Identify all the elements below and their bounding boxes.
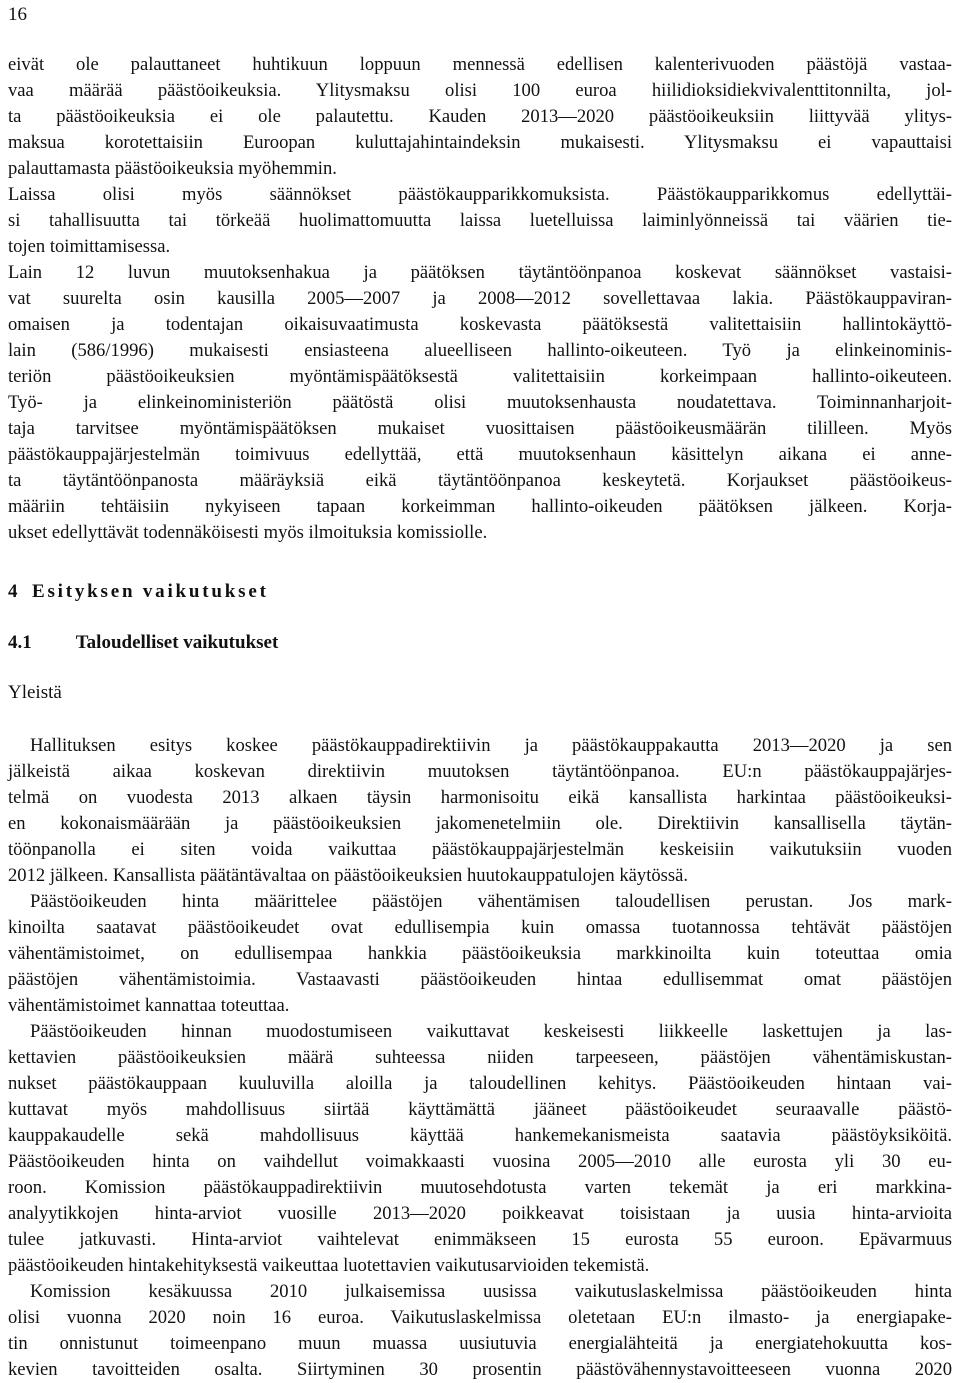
text-line: eivät ole palauttaneet huhtikuun loppuun mennessä edellisen kalenterivuoden päästöjä vastaa- bbox=[8, 54, 952, 75]
text-line: palauttamasta päästöoikeuksia myöhemmin. bbox=[8, 158, 337, 179]
text-line: tin onnistunut toimeenpano muun muassa uusiutuvia energialähteitä ja energiatehokuutta kos- bbox=[8, 1333, 952, 1354]
text-line: Päästöoikeuden hinnan muodostumiseen vaikuttavat keskeisesti liikkeelle laskettujen ja las- bbox=[30, 1021, 952, 1042]
section-heading bbox=[8, 581, 269, 603]
subsection-heading bbox=[8, 632, 278, 654]
subsection-title: Taloudelliset vaikutukset bbox=[75, 632, 279, 653]
text-line: ta päästöoikeuksia ei ole palautettu. Kauden 2013—2020 päästöoikeuksiin liittyvää ylitys- bbox=[8, 106, 952, 127]
page-number: 16 bbox=[8, 4, 27, 25]
text-line: tulee jatkuvasti. Hinta-arviot vaihtelevat enimmäkseen 15 eurosta 55 euroon. Epävarmuus bbox=[8, 1229, 952, 1250]
text-line: analyytikkojen hinta-arviot vuosille 2013—2020 poikkeavat toisistaan ja uusia hinta-arvioita bbox=[8, 1203, 952, 1224]
text-line: ta täytäntöönpanosta määräyksiä eikä täytäntöönpanoa keskeytetä. Korjaukset päästöoikeus- bbox=[8, 470, 952, 491]
text-line: päästöoikeuden hintakehityksestä vaikeuttaa luotettavien vaikutusarvioiden tekemistä. bbox=[8, 1255, 650, 1276]
text-line: Työ- ja elinkeinoministeriön päätöstä olisi muutoksenhausta noudatettava. Toiminnanharjoit- bbox=[8, 392, 952, 413]
subheading: Yleistä bbox=[8, 682, 62, 703]
text-line: en kokonaismäärään ja päästöoikeuksien jakomenetelmiin ole. Direktiivin kansallisella täytän- bbox=[8, 813, 952, 834]
text-line: Komission kesäkuussa 2010 julkaisemissa uusissa vaikutuslaskelmissa päästöoikeuden hinta bbox=[30, 1281, 952, 1302]
text-line: kauppakaudelle sekä mahdollisuus käyttää hankemekanismeista saatavia päästöyksiköitä. bbox=[8, 1125, 952, 1146]
text-line: Hallituksen esitys koskee päästökauppadirektiivin ja päästökauppakautta 2013—2020 ja sen bbox=[30, 735, 952, 756]
text-line: telmä on vuodesta 2013 alkaen täysin harmonisoitu eikä kansallista harkintaa päästöoikeuksi- bbox=[8, 787, 952, 808]
text-line: päästökauppajärjestelmän toimivuus edellyttää, että muutoksenhaun käsittelyn aikana ei anne- bbox=[8, 444, 952, 465]
text-line: jälkeistä aikaa koskevan direktiivin muutoksen täytäntöönpanoa. EU:n päästökauppajärjes- bbox=[8, 761, 952, 782]
text-line: Laissa olisi myös säännökset päästökaupparikkomuksista. Päästökaupparikkomus edellyttäi- bbox=[8, 184, 952, 205]
text-line: olisi vuonna 2020 noin 16 euroa. Vaikutuslaskelmissa oletetaan EU:n ilmasto- ja energiapake- bbox=[8, 1307, 952, 1328]
text-line: määriin tehtäisiin nykyiseen tapaan korkeimman hallinto-oikeuden päätöksen jälkeen. Korja- bbox=[8, 496, 952, 517]
text-line: kettavien päästöoikeuksien määrä suhteessa niiden tarpeeseen, päästöjen vähentämiskustan- bbox=[8, 1047, 952, 1068]
text-line: omaisen ja todentajan oikaisuvaatimusta koskevasta päätöksestä valitettaisiin hallintokäyttö- bbox=[8, 314, 952, 335]
text-line: 2012 jälkeen. Kansallista päätäntävaltaa on päästöoikeuksien huutokauppatulojen käytössä. bbox=[8, 865, 689, 886]
text-line: taja tarvitsee myöntämispäätöksen mukaiset vuosittaisen päästöoikeusmäärän tililleen. Myös bbox=[8, 418, 952, 439]
text-line: nukset päästökauppaan kuuluvilla aloilla ja taloudellinen kehitys. Päästöoikeuden hintaan vai- bbox=[8, 1073, 952, 1094]
text-line: päästöjen vähentämistoimia. Vastaavasti päästöoikeuden hintaa edullisemmat omat päästöjen bbox=[8, 969, 952, 990]
section-number: 4 bbox=[8, 581, 18, 602]
text-line: ukset edellyttävät todennäköisesti myös ilmoituksia komissiolle. bbox=[8, 522, 488, 543]
text-line: vähentämistoimet kannattaa toteuttaa. bbox=[8, 995, 290, 1016]
text-line: Päästöoikeuden hinta määrittelee päästöjen vähentämisen taloudellisen perustan. Jos mark- bbox=[30, 891, 952, 912]
text-line: maksua korotettaisiin Euroopan kuluttajahintaindeksin mukaisesti. Ylitysmaksu ei vapauttaisi bbox=[8, 132, 952, 153]
text-line: Lain 12 luvun muutoksenhakua ja päätöksen täytäntöönpanoa koskevat säännökset vastaisi- bbox=[8, 262, 952, 283]
text-line: Päästöoikeuden hinta on vaihdellut voimakkaasti vuosina 2005—2010 alle eurosta yli 30 eu- bbox=[8, 1151, 952, 1172]
section-title: Esityksen vaikutukset bbox=[32, 581, 269, 602]
text-line: lain (586/1996) mukaisesti ensiasteena alueelliseen hallinto-oikeuteen. Työ ja elinkeinominis- bbox=[8, 340, 952, 361]
text-line: si tahallisuutta tai törkeää huolimattomuutta laissa luetelluissa laiminlyönneissä tai väärien tie- bbox=[8, 210, 952, 231]
text-line: vat suurelta osin kausilla 2005—2007 ja 2008—2012 sovellettavaa lakia. Päästökauppaviran- bbox=[8, 288, 952, 309]
text-line: vähentämistoimet, on edullisempaa hankkia päästöoikeuksia markkinoilta kuin toteuttaa omia bbox=[8, 943, 952, 964]
text-line: vaa määrää päästöoikeuksia. Ylitysmaksu olisi 100 euroa hiilidioksidiekvivalenttitonnilta, jol- bbox=[8, 80, 952, 101]
text-line: kevien tavoitteiden osalta. Siirtyminen 30 prosentin päästövähennystavoitteeseen vuonna 2020 bbox=[8, 1359, 952, 1380]
text-line: kinoilta saatavat päästöoikeudet ovat edullisempia kuin omassa tuotannossa tehtävät päästöjen bbox=[8, 917, 952, 938]
subsection-number: 4.1 bbox=[8, 632, 32, 653]
text-line: tojen toimittamisessa. bbox=[8, 236, 171, 257]
text-line: kuttavat myös mahdollisuus siirtää käyttämättä jääneet päästöoikeudet seuraavalle päästö- bbox=[8, 1099, 952, 1120]
text-line: roon. Komission päästökauppadirektiivin muutosehdotusta varten tekemät ja eri markkina- bbox=[8, 1177, 952, 1198]
text-line: töönpanolla ei siten voida vaikuttaa päästökauppajärjestelmän keskeisiin vaikutuksiin vuoden bbox=[8, 839, 952, 860]
text-line: teriön päästöoikeuksien myöntämispäätöksestä valitettaisiin korkeimpaan hallinto-oikeuteen. bbox=[8, 366, 952, 387]
